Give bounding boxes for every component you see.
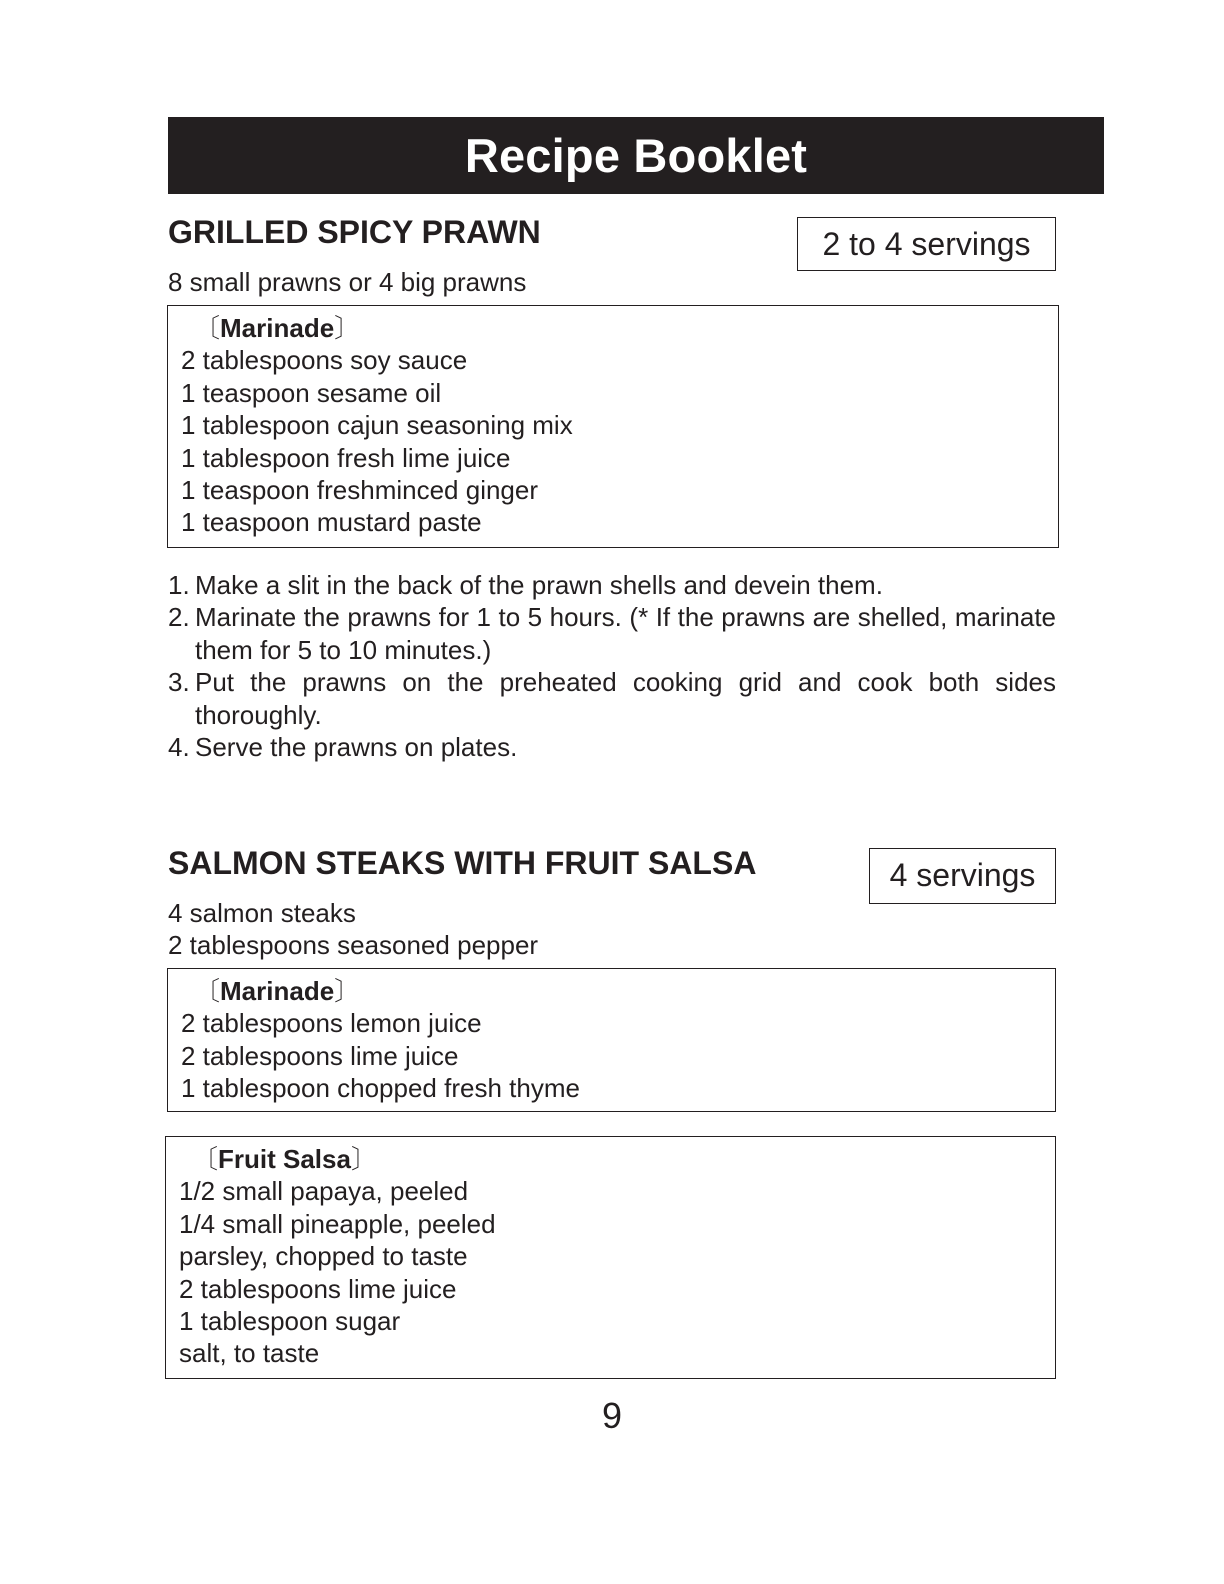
ingredient-line: 4 salmon steaks xyxy=(168,898,356,928)
salsa-item: parsley, chopped to taste xyxy=(179,1241,468,1272)
ingredient-line: 2 tablespoons seasoned pepper xyxy=(168,930,539,961)
marinade-item: 1 tablespoon chopped fresh thyme xyxy=(181,1073,580,1104)
fruit-salsa-box xyxy=(165,1136,1056,1379)
marinade-item: 1 tablespoon fresh lime juice xyxy=(181,442,511,473)
page-number: 9 xyxy=(601,1395,623,1436)
method-step: 2. Marinate the prawns for 1 to 5 hours. (* If the prawns are shelled, marinate them for 5 to 10 minutes.) xyxy=(168,602,1056,665)
marinade-item: 1 teaspoon freshminced ginger xyxy=(181,475,539,506)
salsa-item: 1 tablespoon sugar xyxy=(179,1306,401,1337)
marinade-box xyxy=(167,305,1059,548)
method-step: 3. Put the prawns on the preheated cooking grid and cook both sides thoroughly. xyxy=(168,667,1056,730)
marinade-item: 1 tablespoon cajun seasoning mix xyxy=(181,410,573,441)
servings-badge: 2 to 4 servings xyxy=(797,217,1056,271)
method-steps xyxy=(168,569,1056,763)
marinade-item: 1 teaspoon sesame oil xyxy=(181,377,442,408)
salsa-item: 1/4 small pineapple, peeled xyxy=(179,1208,496,1239)
ingredient-list xyxy=(168,897,538,962)
marinade-item: 2 tablespoons soy sauce xyxy=(181,345,468,376)
marinade-item: 1 teaspoon mustard paste xyxy=(181,507,482,538)
method-step: 1. Make a slit in the back of the prawn shells and devein them. xyxy=(168,570,883,600)
marinade-item: 2 tablespoons lime juice xyxy=(181,1040,459,1071)
box-heading: 〔Marinade〕 xyxy=(194,313,361,343)
ingredient-line: 8 small prawns or 4 big prawns xyxy=(168,267,527,297)
box-heading: 〔Fruit Salsa〕 xyxy=(192,1144,377,1174)
salsa-item: 2 tablespoons lime juice xyxy=(179,1273,457,1304)
page-banner: Recipe Booklet xyxy=(168,117,1104,194)
recipe-title-grilled-spicy-prawn: GRILLED SPICY PRAWN xyxy=(168,214,541,250)
marinade-box xyxy=(167,968,1056,1112)
salsa-item: 1/2 small papaya, peeled xyxy=(179,1176,469,1207)
box-heading: 〔Marinade〕 xyxy=(194,976,361,1006)
ingredient-list xyxy=(168,266,526,298)
method-step: 4. Serve the prawns on plates. xyxy=(168,732,518,763)
servings-badge: 4 servings xyxy=(869,848,1056,904)
marinade-item: 2 tablespoons lemon juice xyxy=(181,1008,482,1039)
salsa-item: salt, to taste xyxy=(179,1338,320,1369)
recipe-title-salmon-steaks: SALMON STEAKS WITH FRUIT SALSA xyxy=(168,845,757,881)
